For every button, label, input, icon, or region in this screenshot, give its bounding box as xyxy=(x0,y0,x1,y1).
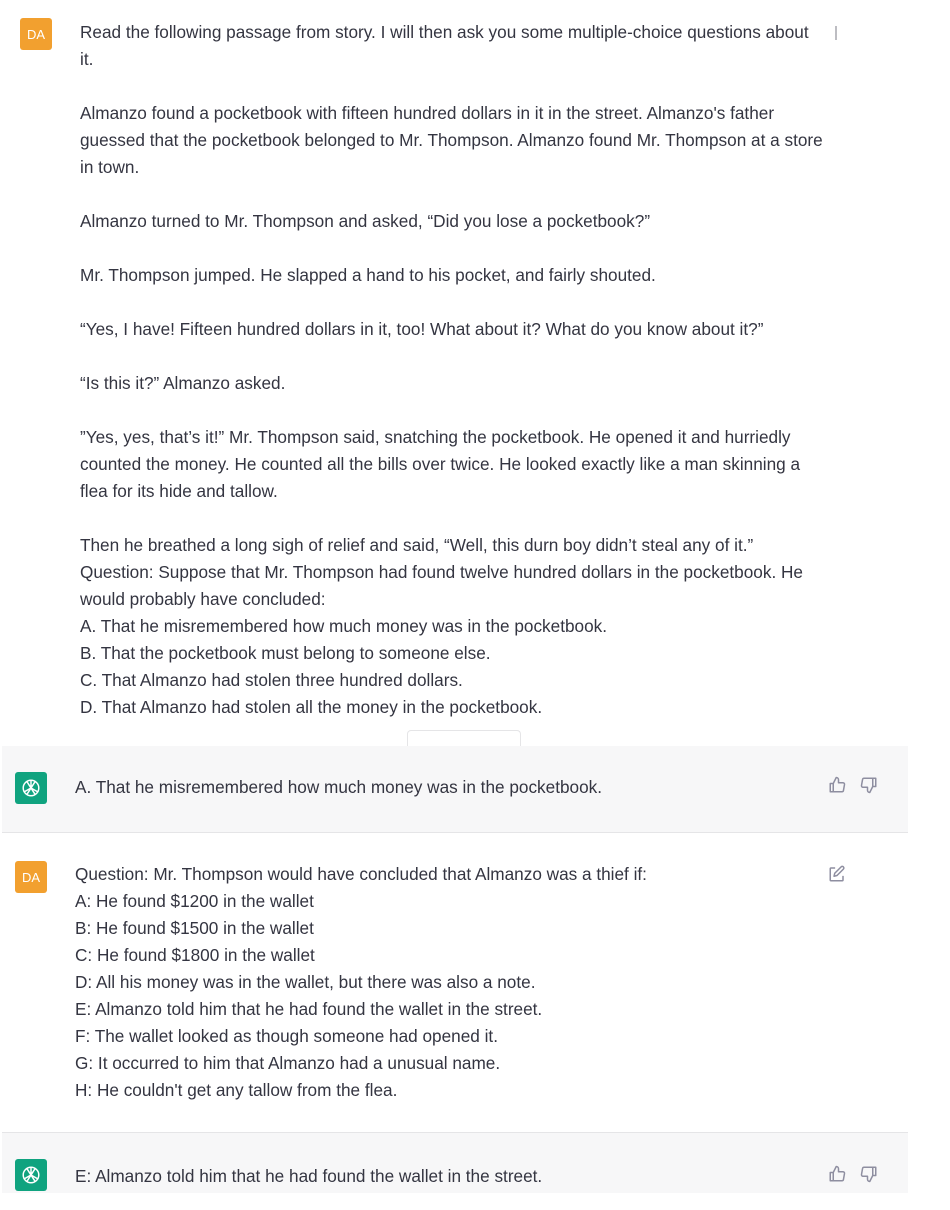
thumbs-up-icon[interactable] xyxy=(826,1163,848,1185)
user-avatar: DA xyxy=(20,18,52,50)
assistant-message-text: A. That he misremembered how much money was in the pocketbook. xyxy=(75,777,603,797)
chatgpt-logo-icon xyxy=(15,772,47,804)
user-message-text: Read the following passage from story. I will then ask you some multiple-choice questions about it. Almanzo found a pocketbook with fifteen hundred dollars in it in the street. Almanzo's father guessed that the pocketbook belonged to Mr. Thompson. Almanzo found Mr. Thompson at a store in town. Almanzo turned to Mr. Thompson and asked, “Did you lose a pocketbook?” Mr. Thompson jumped. He slapped a hand to his pocket, and fairly shouted. “Yes, I have! Fifteen hundred dollars in it, too! What about it? What do you know about it?” “Is this it?” Almanzo asked. ”Yes, yes, that’s it!” Mr. Thompson said, snatching the pocketbook. He opened it and hurriedly counted the money. He counted all the bills over twice. He looked exactly like a man skinning a flea for its hide and tallow. Then he breathed a long sigh of relief and said, “Well, this durn boy didn’t steal any of it.” Question: Suppose that Mr. Thompson had found twelve hundred dollars in the pocketbook. He would probably have concluded: A. That he misremembered how much money was in the pocketbook. B. That the pocketbook must belong to someone else. C. That Almanzo had stolen three hundred dollars. D. That Almanzo had stolen all the money in the pocketbook. xyxy=(80,22,823,717)
thumbs-up-icon[interactable] xyxy=(826,774,848,796)
thumbs-down-icon[interactable] xyxy=(858,1163,880,1185)
regenerate-tab[interactable] xyxy=(407,730,521,747)
edit-icon[interactable] xyxy=(826,863,848,885)
user-message-text: Question: Mr. Thompson would have concluded that Almanzo was a thief if: A: He found $1200 in the wallet B: He found $1500 in the wallet C: He found $1800 in the wallet D: All his money was in the wallet, but there was also a note. E: Almanzo told him that he had found the wallet in the street. F: The wallet looked as though someone had opened it. G: It occurred to him that Almanzo had a unusual name. H: He couldn't get any tallow from the flea. xyxy=(75,864,647,1100)
thumbs-down-icon[interactable] xyxy=(858,774,880,796)
user-avatar: DA xyxy=(15,861,47,893)
assistant-message-2 xyxy=(2,1132,908,1193)
user-message-1 xyxy=(2,0,908,746)
chatgpt-logo-icon xyxy=(15,1159,47,1191)
text-cursor-indicator xyxy=(835,26,837,40)
assistant-message-1 xyxy=(2,746,908,832)
user-message-2 xyxy=(2,832,908,1133)
assistant-message-text: E: Almanzo told him that he had found the wallet in the street. xyxy=(75,1166,543,1186)
